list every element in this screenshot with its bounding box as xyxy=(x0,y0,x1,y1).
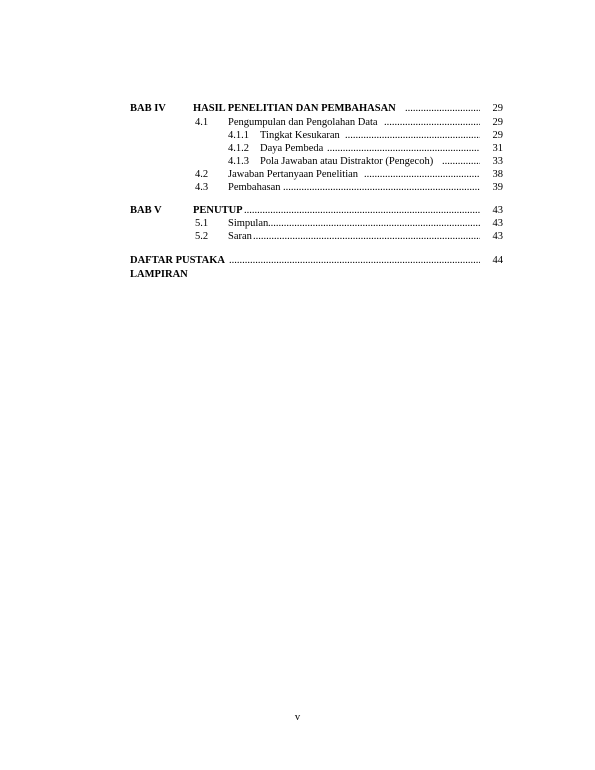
leader-dots xyxy=(244,204,480,217)
subsection-title: Pola Jawaban atau Distraktor (Pengecoh) xyxy=(260,156,434,167)
chapter-title: HASIL PENELITIAN DAN PEMBAHASAN xyxy=(193,103,396,114)
leader-dots xyxy=(442,155,480,168)
page-number: 31 xyxy=(492,143,503,154)
section-number: 4.1 xyxy=(195,117,209,128)
section-title: Simpulan xyxy=(228,218,269,229)
subsection-title: Tingkat Kesukaran xyxy=(260,130,340,141)
page-number: 39 xyxy=(492,182,503,193)
subsection-number: 4.1.1 xyxy=(228,130,249,141)
page-number: 43 xyxy=(492,218,503,229)
subsection-title: Daya Pembeda xyxy=(260,143,324,154)
leader-dots xyxy=(283,181,480,194)
leader-dots xyxy=(327,142,480,155)
chapter-label: BAB IV xyxy=(130,103,166,114)
bibliography-title: DAFTAR PUSTAKA xyxy=(130,255,225,266)
page-number: 29 xyxy=(492,103,503,114)
page-number: 33 xyxy=(492,156,503,167)
appendix-title: LAMPIRAN xyxy=(130,269,188,280)
section-title: Pengumpulan dan Pengolahan Data xyxy=(228,117,378,128)
page-number: 38 xyxy=(492,169,503,180)
leader-dots xyxy=(253,230,480,243)
leader-dots xyxy=(364,168,480,181)
leader-dots xyxy=(384,116,480,129)
subsection-number: 4.1.3 xyxy=(228,156,249,167)
leader-dots xyxy=(405,102,480,115)
section-number: 4.2 xyxy=(195,169,209,180)
page-number: 44 xyxy=(492,255,503,266)
page-number: 29 xyxy=(492,130,503,141)
page-number: 43 xyxy=(492,231,503,242)
section-number: 5.1 xyxy=(195,218,209,229)
leader-dots xyxy=(268,217,480,230)
leader-dots xyxy=(229,254,480,267)
section-title: Jawaban Pertanyaan Penelitian xyxy=(228,169,359,180)
page-number: 43 xyxy=(492,205,503,216)
chapter-title: PENUTUP xyxy=(193,205,243,216)
footer-page-number: v xyxy=(294,712,301,723)
section-title: Saran xyxy=(228,231,252,242)
subsection-number: 4.1.2 xyxy=(228,143,249,154)
page-number: 29 xyxy=(492,117,503,128)
section-number: 4.3 xyxy=(195,182,209,193)
section-title: Pembahasan xyxy=(228,182,281,193)
section-number: 5.2 xyxy=(195,231,209,242)
leader-dots xyxy=(345,129,480,142)
chapter-label: BAB V xyxy=(130,205,162,216)
